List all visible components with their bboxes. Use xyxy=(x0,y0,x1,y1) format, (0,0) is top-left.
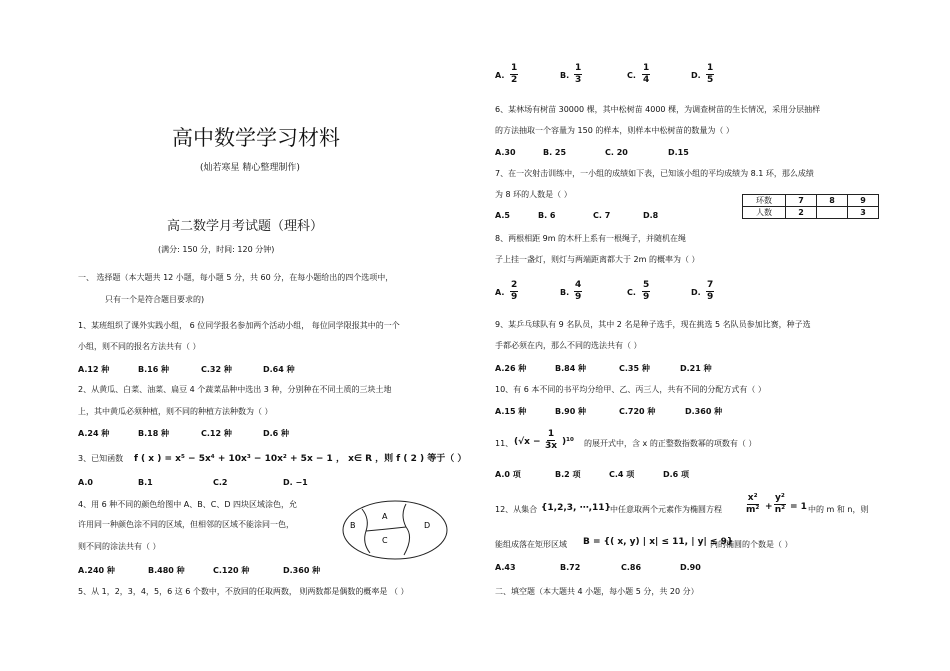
q2-option-c: C.12 种 xyxy=(201,429,232,438)
q4-stem: 4、用 6 种不同的颜色给图中 A、B、C、D 四块区域涂色，允 xyxy=(78,500,298,509)
region-b-label: B xyxy=(350,521,356,530)
q12-region: B = {( x, y) | x| ≤ 11, | y| ≤ 9} xyxy=(583,537,734,547)
score-table xyxy=(742,194,879,219)
q1-option-c: C.32 种 xyxy=(201,365,232,374)
section2-heading: 二、填空题（本大题共 4 小题，每小题 5 分，共 20 分） xyxy=(495,587,699,596)
q11-fraction: $\frac{1}{3x}$ xyxy=(545,429,558,451)
q10-option-d: D.360 种 xyxy=(685,407,723,416)
q12-line2-prefix: 能组成落在矩形区域 xyxy=(495,540,567,549)
q5-stem: 5、从 1，2，3，4，5，6 这 6 个数中，不放回的任取两数， 则两数都是偶数的概率是 （ ） xyxy=(78,587,409,596)
q2-stem: 2、从黄瓜、白菜、油菜、扁豆 4 个蔬菜品种中选出 3 种，分别种在不同土质的三块土地 xyxy=(78,385,392,394)
region-c-label: C xyxy=(382,536,388,545)
q3-formula: f ( x ) = x⁵ − 5x⁴ + 10x³ − 10x² + 5x − 1 ， x∈ R ，则 f ( 2 ) 等于（ ） xyxy=(134,454,467,464)
q12-ellipse-x: $\frac{\text{x²}}{\text{m²}}$ xyxy=(746,493,760,515)
q6-stem-cont: 的方法抽取一个容量为 150 的样本，则样本中松树苗的数量为（ ） xyxy=(495,126,734,135)
q11-expr-left: (√x − xyxy=(514,437,541,447)
q12-ellipse-rhs: = 1 xyxy=(790,502,807,512)
q12-ellipse-y: $\frac{\text{y²}}{\text{n²}}$ xyxy=(774,493,786,515)
q2-option-d: D.6 种 xyxy=(263,429,290,438)
section1-heading-cont: 只有一个是符合题目要求的) xyxy=(105,295,205,304)
q4-stem-cont2: 则不同的涂法共有（ ） xyxy=(78,542,161,551)
q11-option-d: D.6 项 xyxy=(663,470,690,479)
q11-prefix: 11、 xyxy=(495,439,514,448)
region-d-label: D xyxy=(424,521,431,530)
q9-stem-cont: 手都必须在内，那么不同的选法共有（ ） xyxy=(495,341,642,350)
q12-option-d: D.90 xyxy=(680,563,701,572)
q11-option-b: B.2 项 xyxy=(555,470,581,479)
q7-stem: 7、在一次射击训练中，一小组的成绩如下表，已知该小组的平均成绩为 8.1 环，那么成绩 xyxy=(495,169,814,178)
q3-option-b: B.1 xyxy=(138,478,153,487)
q12-prefix: 12、从集合 xyxy=(495,505,538,514)
q4-stem-cont: 许用同一种颜色涂不同的区域，但相邻的区域不能涂同一色， xyxy=(78,520,294,529)
q4-option-b: B.480 种 xyxy=(148,566,185,575)
q8-stem: 8、两根相距 9m 的木杆上系有一根绳子，并随机在绳 xyxy=(495,234,687,243)
q10-stem: 10、有 6 本不同的书平均分给甲、乙、丙三人，共有不同的分配方式有（ ） xyxy=(495,385,766,394)
credit-line: (灿若寒星 精心整理制作) xyxy=(200,163,300,173)
q7-option-d: D.8 xyxy=(643,211,659,220)
q9-option-d: D.21 种 xyxy=(680,364,712,373)
q1-option-b: B.16 种 xyxy=(138,365,170,374)
q4-option-a: A.240 种 xyxy=(78,566,115,575)
region-diagram xyxy=(340,497,450,563)
q3-prefix: 3、已知函数 xyxy=(78,454,124,463)
q11-option-c: C.4 项 xyxy=(609,470,635,479)
q2-stem-cont: 上，其中黄瓜必须种植，则不同的种植方法种数为（ ） xyxy=(78,407,273,416)
q7-option-b: B. 6 xyxy=(538,211,556,220)
q6-option-c: C. 20 xyxy=(605,148,628,157)
q12-option-b: B.72 xyxy=(560,563,581,572)
exam-meta: (满分: 150 分，时间: 120 分钟) xyxy=(158,245,275,254)
q3-option-d: D. −1 xyxy=(283,478,308,487)
section1-heading: 一、 选择题（本大题共 12 小题，每小题 5 分，共 60 分，在每小题给出的四个选项中， xyxy=(78,273,394,282)
q9-stem: 9、某乒乓球队有 9 名队员，其中 2 名是种子选手，现在挑选 5 名队员参加比赛，种子选 xyxy=(495,320,811,329)
q10-option-b: B.90 种 xyxy=(555,407,587,416)
q1-stem-cont: 小组，则不同的报名方法共有（ ） xyxy=(78,342,201,351)
q1-stem: 1、某班组织了课外实践小组， 6 位同学报名参加两个活动小组， 每位同学限报其中的一个 xyxy=(78,321,400,330)
q6-stem: 6、某林场有树苗 30000 棵，其中松树苗 4000 棵，为调查树苗的生长情况，采用分层抽样 xyxy=(495,105,821,114)
q2-option-a: A.24 种 xyxy=(78,429,110,438)
q11-expr-right: )¹⁰ xyxy=(562,437,574,447)
q11-stem: 的展开式中，含 x 的正整数指数幂的项数有（ ） xyxy=(584,439,757,448)
q11-option-a: A.0 项 xyxy=(495,470,521,479)
q9-option-c: C.35 种 xyxy=(619,364,650,373)
q6-option-a: A.30 xyxy=(495,148,516,157)
q10-option-a: A.15 种 xyxy=(495,407,527,416)
q12-tail: 中的 m 和 n，则 xyxy=(808,505,869,514)
q7-option-a: A.5 xyxy=(495,211,510,220)
q7-stem-cont: 为 8 环的人数是（ ） xyxy=(495,190,572,199)
q9-option-b: B.84 种 xyxy=(555,364,587,373)
q4-option-c: C.120 种 xyxy=(213,566,250,575)
q1-option-d: D.64 种 xyxy=(263,365,295,374)
q4-option-d: D.360 种 xyxy=(283,566,321,575)
q3-option-a: A.0 xyxy=(78,478,93,487)
q8-stem-cont: 子上挂一盏灯，则灯与两端距离都大于 2m 的概率为（ ） xyxy=(495,255,700,264)
q3-option-c: C.2 xyxy=(213,478,228,487)
q12-option-a: A.43 xyxy=(495,563,516,572)
q12-middle: 中任意取两个元素作为椭圆方程 xyxy=(610,505,722,514)
exam-title: 高二数学月考试题（理科） xyxy=(167,219,324,234)
q7-option-c: C. 7 xyxy=(593,211,611,220)
q9-option-a: A.26 种 xyxy=(495,364,527,373)
q12-option-c: C.86 xyxy=(621,563,642,572)
q10-option-c: C.720 种 xyxy=(619,407,656,416)
q6-option-b: B. 25 xyxy=(543,148,567,157)
q12-line2-suffix: 内的椭圆的个数是（ ） xyxy=(710,540,793,549)
q2-option-b: B.18 种 xyxy=(138,429,170,438)
q12-set: {1,2,3, ⋯,11} xyxy=(541,503,611,513)
page-title: 高中数学学习材料 xyxy=(172,126,340,150)
region-a-label: A xyxy=(382,512,388,521)
score-table-row-people: 人数 2 3 xyxy=(743,207,879,219)
q6-option-d: D.15 xyxy=(668,148,689,157)
q1-option-a: A.12 种 xyxy=(78,365,110,374)
score-table-row-rings: 环数 7 8 9 xyxy=(743,195,879,207)
